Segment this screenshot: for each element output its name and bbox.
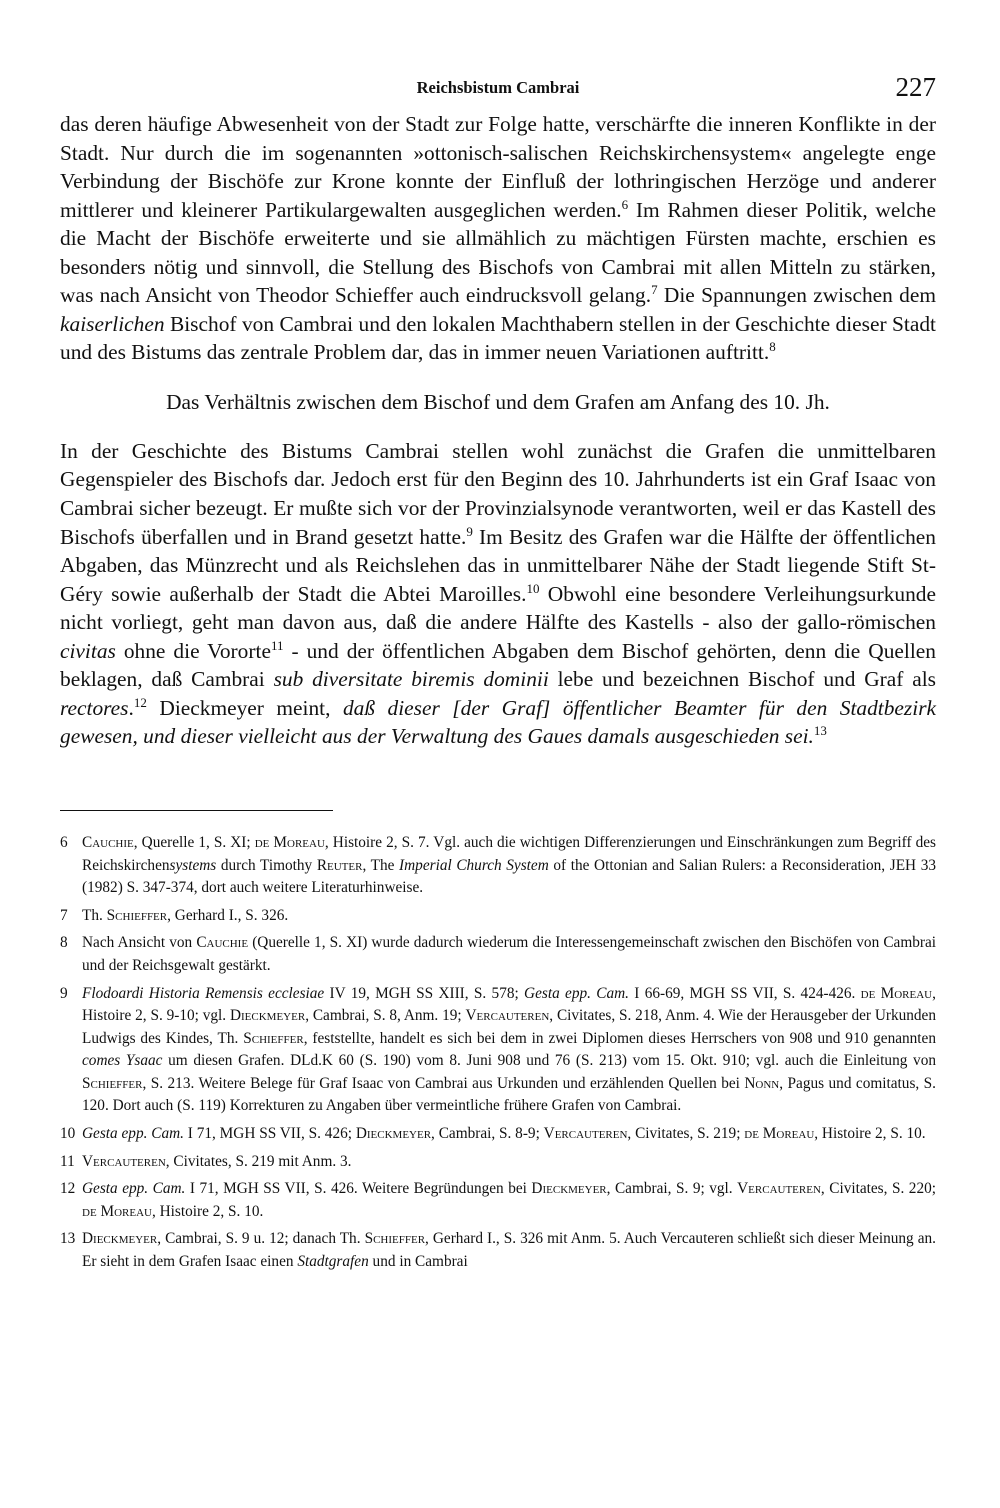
running-title: Reichsbistum Cambrai [416, 78, 580, 97]
footnote-8: 8 Nach Ansicht von Cauchie (Querelle 1, S. XI) wurde dadurch wiederum die Interessengemeinschaft zwischen den Bischöfen von Cambrai und der Reichsgewalt gestärkt. [60, 934, 936, 974]
page-header [60, 70, 936, 110]
footnote-ref: 12 [133, 695, 147, 711]
footnote-11: 11 Vercauteren, Civitates, S. 219 mit Anm. 3. [60, 1152, 352, 1170]
footnote-13: 13 Dieckmeyer, Cambrai, S. 9 u. 12; danach Th. Schieffer, Gerhard I., S. 326 mit Anm. 5. Auch Vercauteren schließt sich dieser Meinung an. Er sieht in dem Grafen Isaac einen Stadtgrafen und in Cambrai [60, 1230, 936, 1271]
footnote-separator [60, 810, 333, 811]
footnote-7: 7 Th. Schieffer, Gerhard I., S. 326. [60, 906, 289, 924]
page-number: 227 [895, 72, 936, 102]
document-page [60, 70, 936, 1279]
footnote-ref: 7 [651, 282, 658, 298]
footnote-6: 6 Cauchie, Querelle 1, S. XI; de Moreau, Histoire 2, S. 7. Vgl. auch die wichtigen Differenzierungen und Einschränkungen zum Begriff des Reichskirchensystems durch Timothy Reuter, The Imperial Church System of the Ottonian and Salian Rulers: a Reconsideration, JEH 33 (1982) S. 347-374, dort auch weitere Literaturhinweise. [60, 833, 936, 897]
footnote-ref: 11 [270, 637, 284, 653]
body-paragraph-1: das deren häufige Abwesenheit von der Stadt zur Folge hatte, verschärfte die inneren Konflikte in der Stadt. Nur durch die im sogenannten »ottonisch-salischen Reichskirchensystem« angelegte enge Verbindung der Bischöfe zur Krone konnte der Einfluß der lothringischen Herzöge und anderer mittlerer und kleinerer Partikulargewalten ausgeglichen werden.$^6$ Im Rahmen dieser Politik, welche die Macht der Bischöfe erweiterte und sie allmählich zu mächtigen Fürsten machte, erschien es besonders nötig und sinnvoll, die Stellung des Bischofs von Cambrai mit allen Mitteln zu stärken, was nach Ansicht von Theodor Schieffer auch eindrucksvoll gelang.$^7$ Die Spannungen zwischen dem kaiserlichen Bischof von Cambrai und den lokalen Machthabern stellen in der Geschichte dieser Stadt und des Bistums das zentrale Problem dar, das in immer neuen Variationen auftritt.$^8$ [60, 112, 936, 365]
footnote-ref: 13 [813, 723, 827, 739]
footnote-ref: 8 [769, 339, 776, 355]
footnote-10: 10 Gesta epp. Cam. I 71, MGH SS VII, S. 426; Dieckmeyer, Cambrai, S. 8-9; Vercauteren, Civitates, S. 219; de Moreau, Histoire 2, S. 10. [60, 1125, 926, 1143]
body-paragraph-2: In der Geschichte des Bistums Cambrai stellen wohl zunächst die Grafen die unmittelbaren Gegenspieler des Bischofs dar. Jedoch erst für den Beginn des 10. Jahrhunderts ist ein Graf Isaac von Cambrai sicher bezeugt. Er mußte sich vor der Provinzialsynode verantworten, weil er das Kastell des Bischofs überfallen und in Brand gesetzt hatte.$^9$ Im Besitz des Grafen war die Hälfte der öffentlichen Abgaben, das Münzrecht und als Reichslehen das in unmittelbarer Nähe der Stadt liegende Stift St-Géry sowie außerhalb der Stadt die Abtei Maroilles.$^{10}$ Obwohl eine besondere Verleihungsurkunde nicht vorliegt, geht man davon aus, daß die andere Hälfte des Kastells - also der gallo-römischen civitas ohne die Vororte$^{11}$ - und der öffentlichen Abgaben dem Bischof gehörten, denn die Quellen beklagen, daß Cambrai sub diversitate biremis dominii lebe und bezeichnen Bischof und Graf als rectores.$^{12}$ Dieckmeyer meint, daß dieser [der Graf] öffentlicher Beamter für den Stadtbezirk gewesen, und dieser vielleicht aus der Verwaltung des Gaues damals ausgeschieden sei.$^{13}$ [60, 438, 937, 749]
footnote-ref: 9 [466, 523, 473, 539]
footnote-9: 9 Flodoardi Historia Remensis ecclesiae IV 19, MGH SS XIII, S. 578; Gesta epp. Cam. I 66-69, MGH SS VII, S. 424-426. de Moreau, Histoire 2, S. 9-10; vgl. Dieckmeyer, Cambrai, S. 8, Anm. 19; Vercauteren, Civitates, S. 218, Anm. 4. Wie der Herausgeber der Urkunden Ludwigs des Kindes, Th. Schieffer, feststellte, handelt es sich bei dem in zwei Diplomen dieses Herrschers von 908 und 910 genannten comes Ysaac um diesen Grafen. DLd.K 60 (S. 190) vom 8. Juni 908 und 76 (S. 213) vom 15. Okt. 910; vgl. auch die Einleitung von Schieffer, S. 213. Weitere Belege für Graf Isaac von Cambrai aus Urkunden und erzählenden Quellen bei Nonn, Pagus und comitatus, S. 120. Dort auch (S. 119) Korrekturen zu Angaben über vermeintliche frühere Grafen von Cambrai. [60, 984, 936, 1115]
footnote-ref: 10 [526, 580, 540, 596]
footnotes [60, 832, 936, 1274]
section-heading: Das Verhältnis zwischen dem Bischof und dem Grafen am Anfang des 10. Jh. [166, 389, 830, 414]
footnote-12: 12 Gesta epp. Cam. I 71, MGH SS VII, S. 426. Weitere Begründungen bei Dieckmeyer, Cambrai, S. 9; vgl. Vercauteren, Civitates, S. 220; de Moreau, Histoire 2, S. 10. [60, 1180, 936, 1220]
footnote-ref: 6 [621, 196, 629, 212]
